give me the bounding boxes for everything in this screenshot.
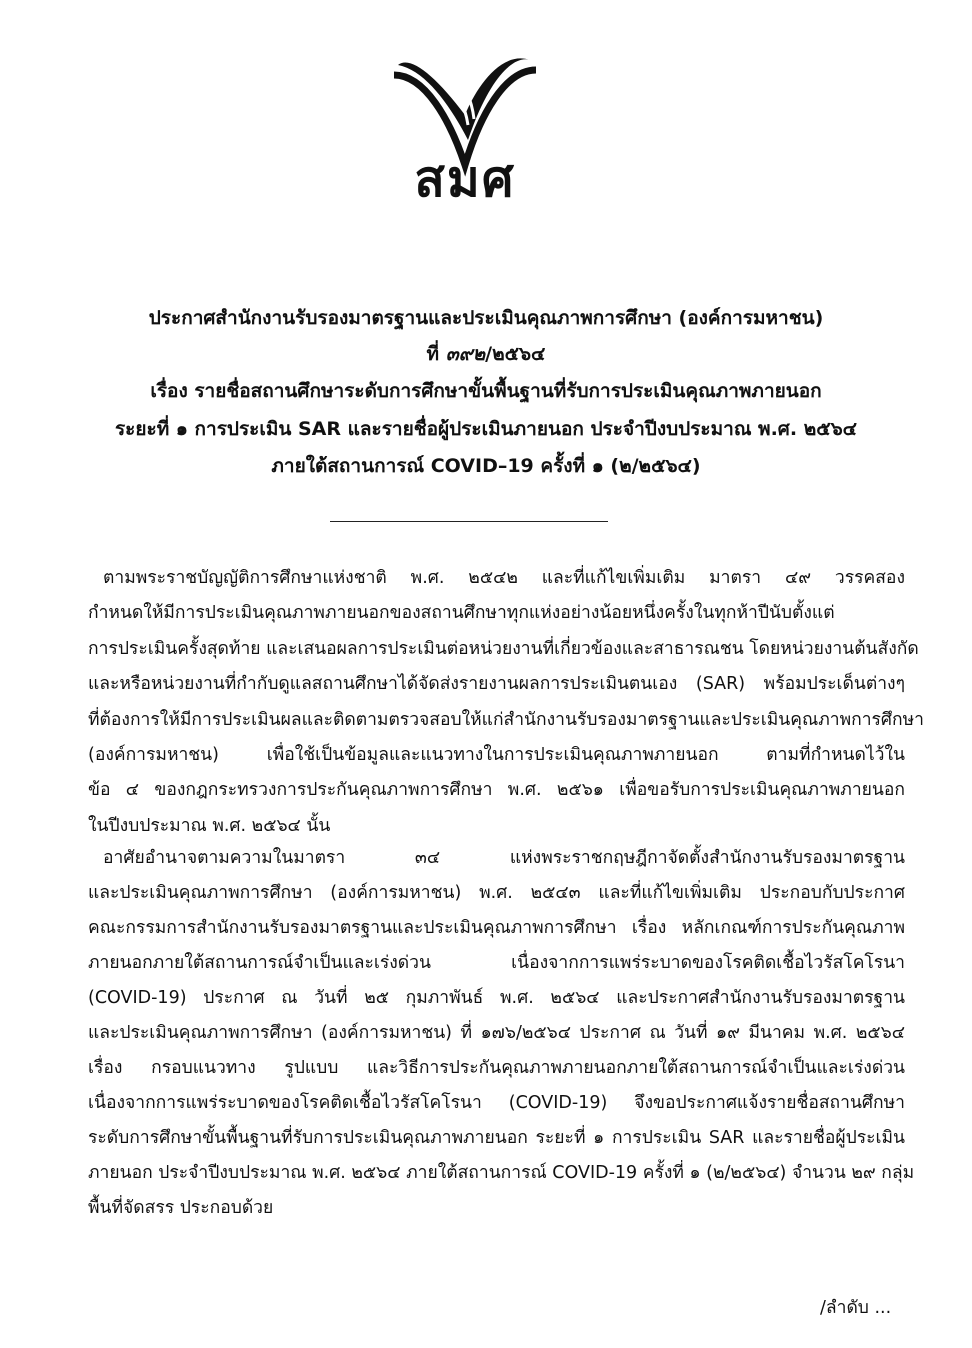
text-line: ภายนอกภายใต้สถานการณ์จำเป็นและเร่งด่วน เนื่องจากการแพร่ระบาดของโรคติดเชื้อไวรัสโคโรนา [88,953,905,973]
text-line: การประเมินครั้งสุดท้าย และเสนอผลการประเมินต่อหน่วยงานที่เกี่ยวข้องและสาธารณชน โดยหน่วยงานต้นสังกัด [88,638,919,659]
doc-no-prefix: ที่ [426,343,440,365]
text-line: กำหนดให้มีการประเมินคุณภาพภายนอกของสถานศึกษาทุกแห่งอย่างน้อยหนึ่งครั้งในทุกห้าปีนับตั้งแต่ [88,603,835,624]
text-line: และหรือหน่วยงานที่กำกับดูแลสถานศึกษาได้จัดส่งรายงานผลการประเมินตนเอง (SAR) พร้อมประเด็นต่างๆ [88,674,905,695]
document-number [60,341,912,367]
logo-text: สมศ [414,150,516,208]
text-line: ข้อ ๔ ของกฎกระทรวงการประกันคุณภาพการศึกษา พ.ศ. ๒๕๖๑ เพื่อขอรับการประเมินคุณภาพภายนอก [88,780,905,801]
subject-line-2: ระยะที่ ๑ การประเมิน SAR และรายชื่อผู้ประเมินภายนอก ประจำปีงบประมาณ พ.ศ. ๒๕๖๔ [114,418,858,440]
text-line: (COVID-19) ประกาศ ณ วันที่ ๒๕ กุมภาพันธ์ พ.ศ. ๒๕๖๔ และประกาศสำนักงานรับรองมาตรฐาน [88,988,905,1008]
announcement-title: ประกาศสำนักงานรับรองมาตรฐานและประเมินคุณภาพการศึกษา (องค์การมหาชน) [148,307,824,329]
text-line: และประเมินคุณภาพการศึกษา (องค์การมหาชน) พ.ศ. ๒๕๔๓ และที่แก้ไขเพิ่มเติม ประกอบกับประกาศ [88,883,905,903]
text-line: ในปีงบประมาณ พ.ศ. ๒๕๖๔ นั้น [88,815,331,836]
text-line: คณะกรรมการสำนักงานรับรองมาตรฐานและประเมินคุณภาพการศึกษา เรื่อง หลักเกณฑ์การประกันคุณภาพ [88,918,905,938]
text-line: ที่ต้องการให้มีการประเมินผลและติดตามตรวจสอบให้แก่สำนักงานรับรองมาตรฐานและประเมินคุณภาพการศึกษา [88,709,924,730]
text-line: เรื่อง กรอบแนวทาง รูปแบบ และวิธีการประกันคุณภาพภายนอกภายใต้สถานการณ์จำเป็นและเร่งด่วน [88,1058,905,1078]
doc-no-handwritten: ๓๙๒ [445,343,486,365]
continuation-note: /ลำดับ ... [820,1298,892,1318]
text-line: และประเมินคุณภาพการศึกษา (องค์การมหาชน) ที่ ๑๗๖/๒๕๖๔ ประกาศ ณ วันที่ ๑๙ มีนาคม พ.ศ. ๒๕๖๔ [88,1023,905,1043]
text-line: ตามพระราชบัญญัติการศึกษาแห่งชาติ พ.ศ. ๒๕๔๒ และที่แก้ไขเพิ่มเติม มาตรา ๔๙ วรรคสอง [103,568,905,588]
text-line: (องค์การมหาชน) เพื่อใช้เป็นข้อมูลและแนวทางในการประเมินคุณภาพภายนอก ตามที่กำหนดไว้ใน [88,745,905,765]
text-line: ระดับการศึกษาขั้นพื้นฐานที่รับการประเมินคุณภาพภายนอก ระยะที่ ๑ การประเมิน SAR และรายชื่อผู้ประเมิน [88,1128,905,1148]
divider [330,521,608,522]
text-line: อาศัยอำนาจตามความในมาตรา ๓๔ แห่งพระราชกฤษฎีกาจัดตั้งสำนักงานรับรองมาตรฐาน [103,848,905,868]
subject-line-3: ภายใต้สถานการณ์ COVID–19 ครั้งที่ ๑ (๒/๒๕๖๔) [271,455,701,477]
text-line: เนื่องจากการแพร่ระบาดของโรคติดเชื้อไวรัสโคโรนา (COVID-19) จึงขอประกาศแจ้งรายชื่อสถานศึกษา [88,1093,905,1113]
text-line: พื้นที่จัดสรร ประกอบด้วย [88,1198,274,1218]
subject-line-1: เรื่อง รายชื่อสถานศึกษาระดับการศึกษาขั้นพื้นฐานที่รับการประเมินคุณภาพภายนอก [150,380,822,402]
text-line: ภายนอก ประจำปีงบประมาณ พ.ศ. ๒๕๖๔ ภายใต้สถานการณ์ COVID-19 ครั้งที่ ๑ (๒/๒๕๖๔) จำนวน ๒๙ กลุ่ม [88,1163,915,1183]
doc-no-suffix: /๒๕๖๔ [485,343,546,365]
